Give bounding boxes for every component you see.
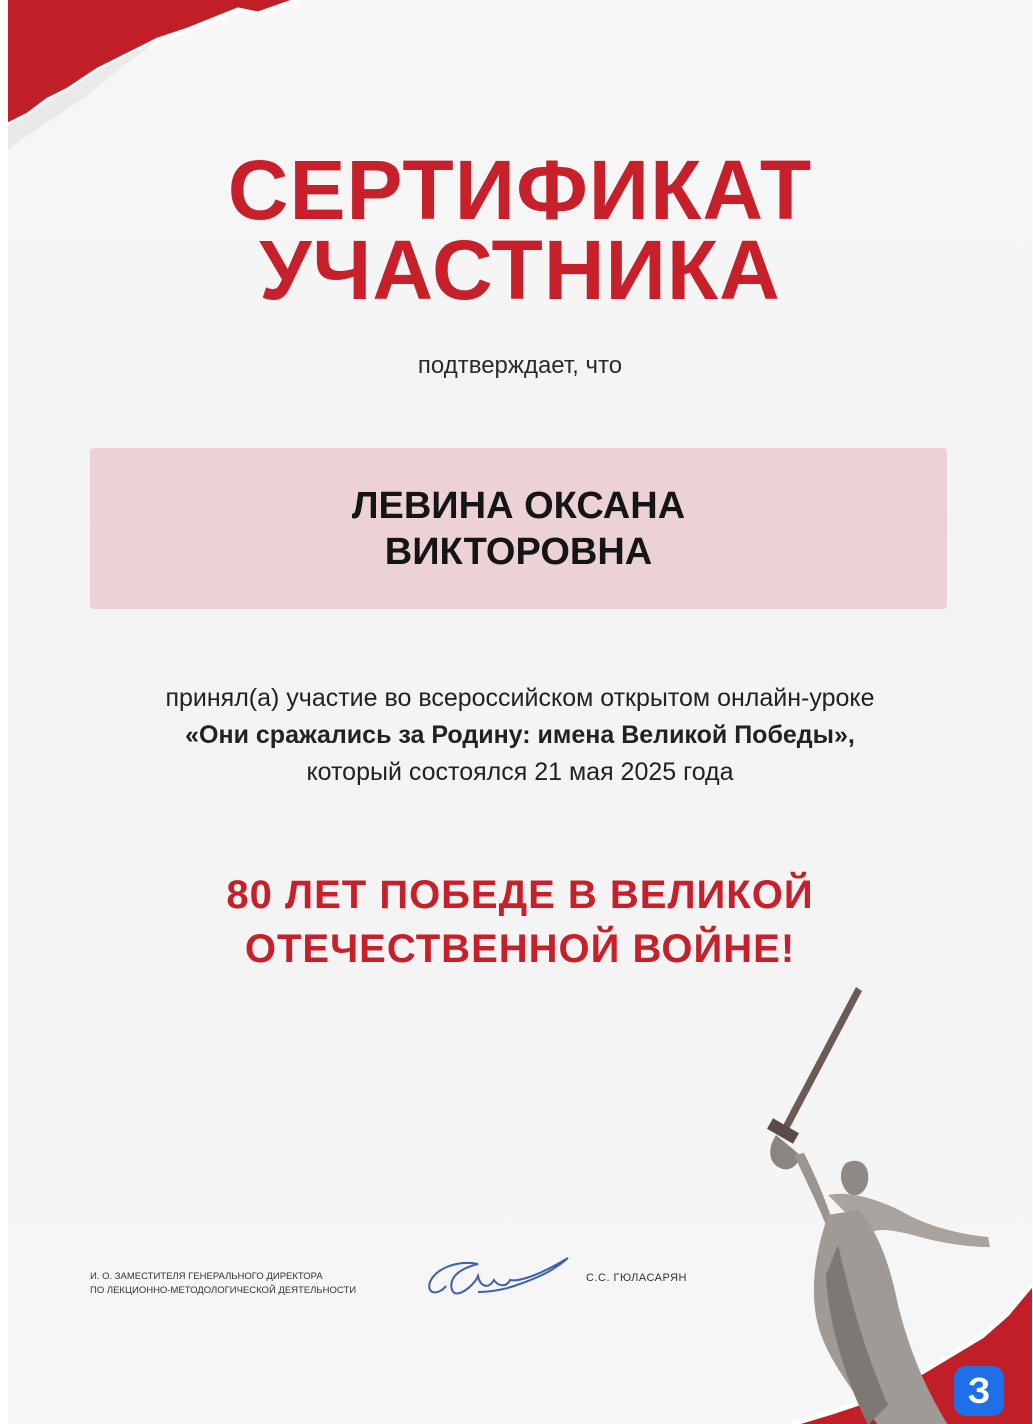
participation-description xyxy=(8,680,1032,791)
participant-name-line2: ВИКТОРОВНА xyxy=(384,530,653,573)
slogan-line2: ОТЕЧЕСТВЕННОЙ ВОЙНЕ! xyxy=(244,927,796,971)
signer-role xyxy=(90,1270,356,1298)
logo-badge: З xyxy=(954,1366,1004,1416)
participant-name-line1: ЛЕВИНА ОКСАНА xyxy=(351,484,686,527)
left-edge xyxy=(0,0,8,1424)
signer-name: С.С. ГЮЛАСАРЯН xyxy=(586,1272,687,1284)
lesson-title: «Они сражались за Родину: имена Великой Победы», xyxy=(185,721,855,749)
signer-role-line1: И. О. ЗАМЕСТИТЕЛЯ ГЕНЕРАЛЬНОГО ДИРЕКТОРА xyxy=(90,1271,323,1282)
motherland-statue xyxy=(708,985,1008,1424)
certificate-sheet xyxy=(8,0,1032,1424)
confirms-text: подтверждает, что xyxy=(417,352,623,379)
signer-role-line2: ПО ЛЕКЦИОННО-МЕТОДОЛОГИЧЕСКОЙ ДЕЯТЕЛЬНОСТИ xyxy=(90,1285,357,1296)
slogan-line1: 80 ЛЕТ ПОБЕДЕ В ВЕЛИКОЙ xyxy=(226,873,814,917)
description-date-line: который состоялся 21 мая 2025 года xyxy=(306,758,734,786)
torn-paper-corner-top-left xyxy=(8,0,308,160)
description-line1: принял(а) участие во всероссийском открытом онлайн-уроке xyxy=(165,684,875,712)
victory-slogan xyxy=(8,868,1032,976)
certificate-title-line2: УЧАСТНИКА xyxy=(259,223,781,317)
signature xyxy=(418,1246,588,1306)
certificate-title-line1: СЕРТИФИКАТ xyxy=(227,143,813,237)
participant-name-box xyxy=(90,448,947,609)
